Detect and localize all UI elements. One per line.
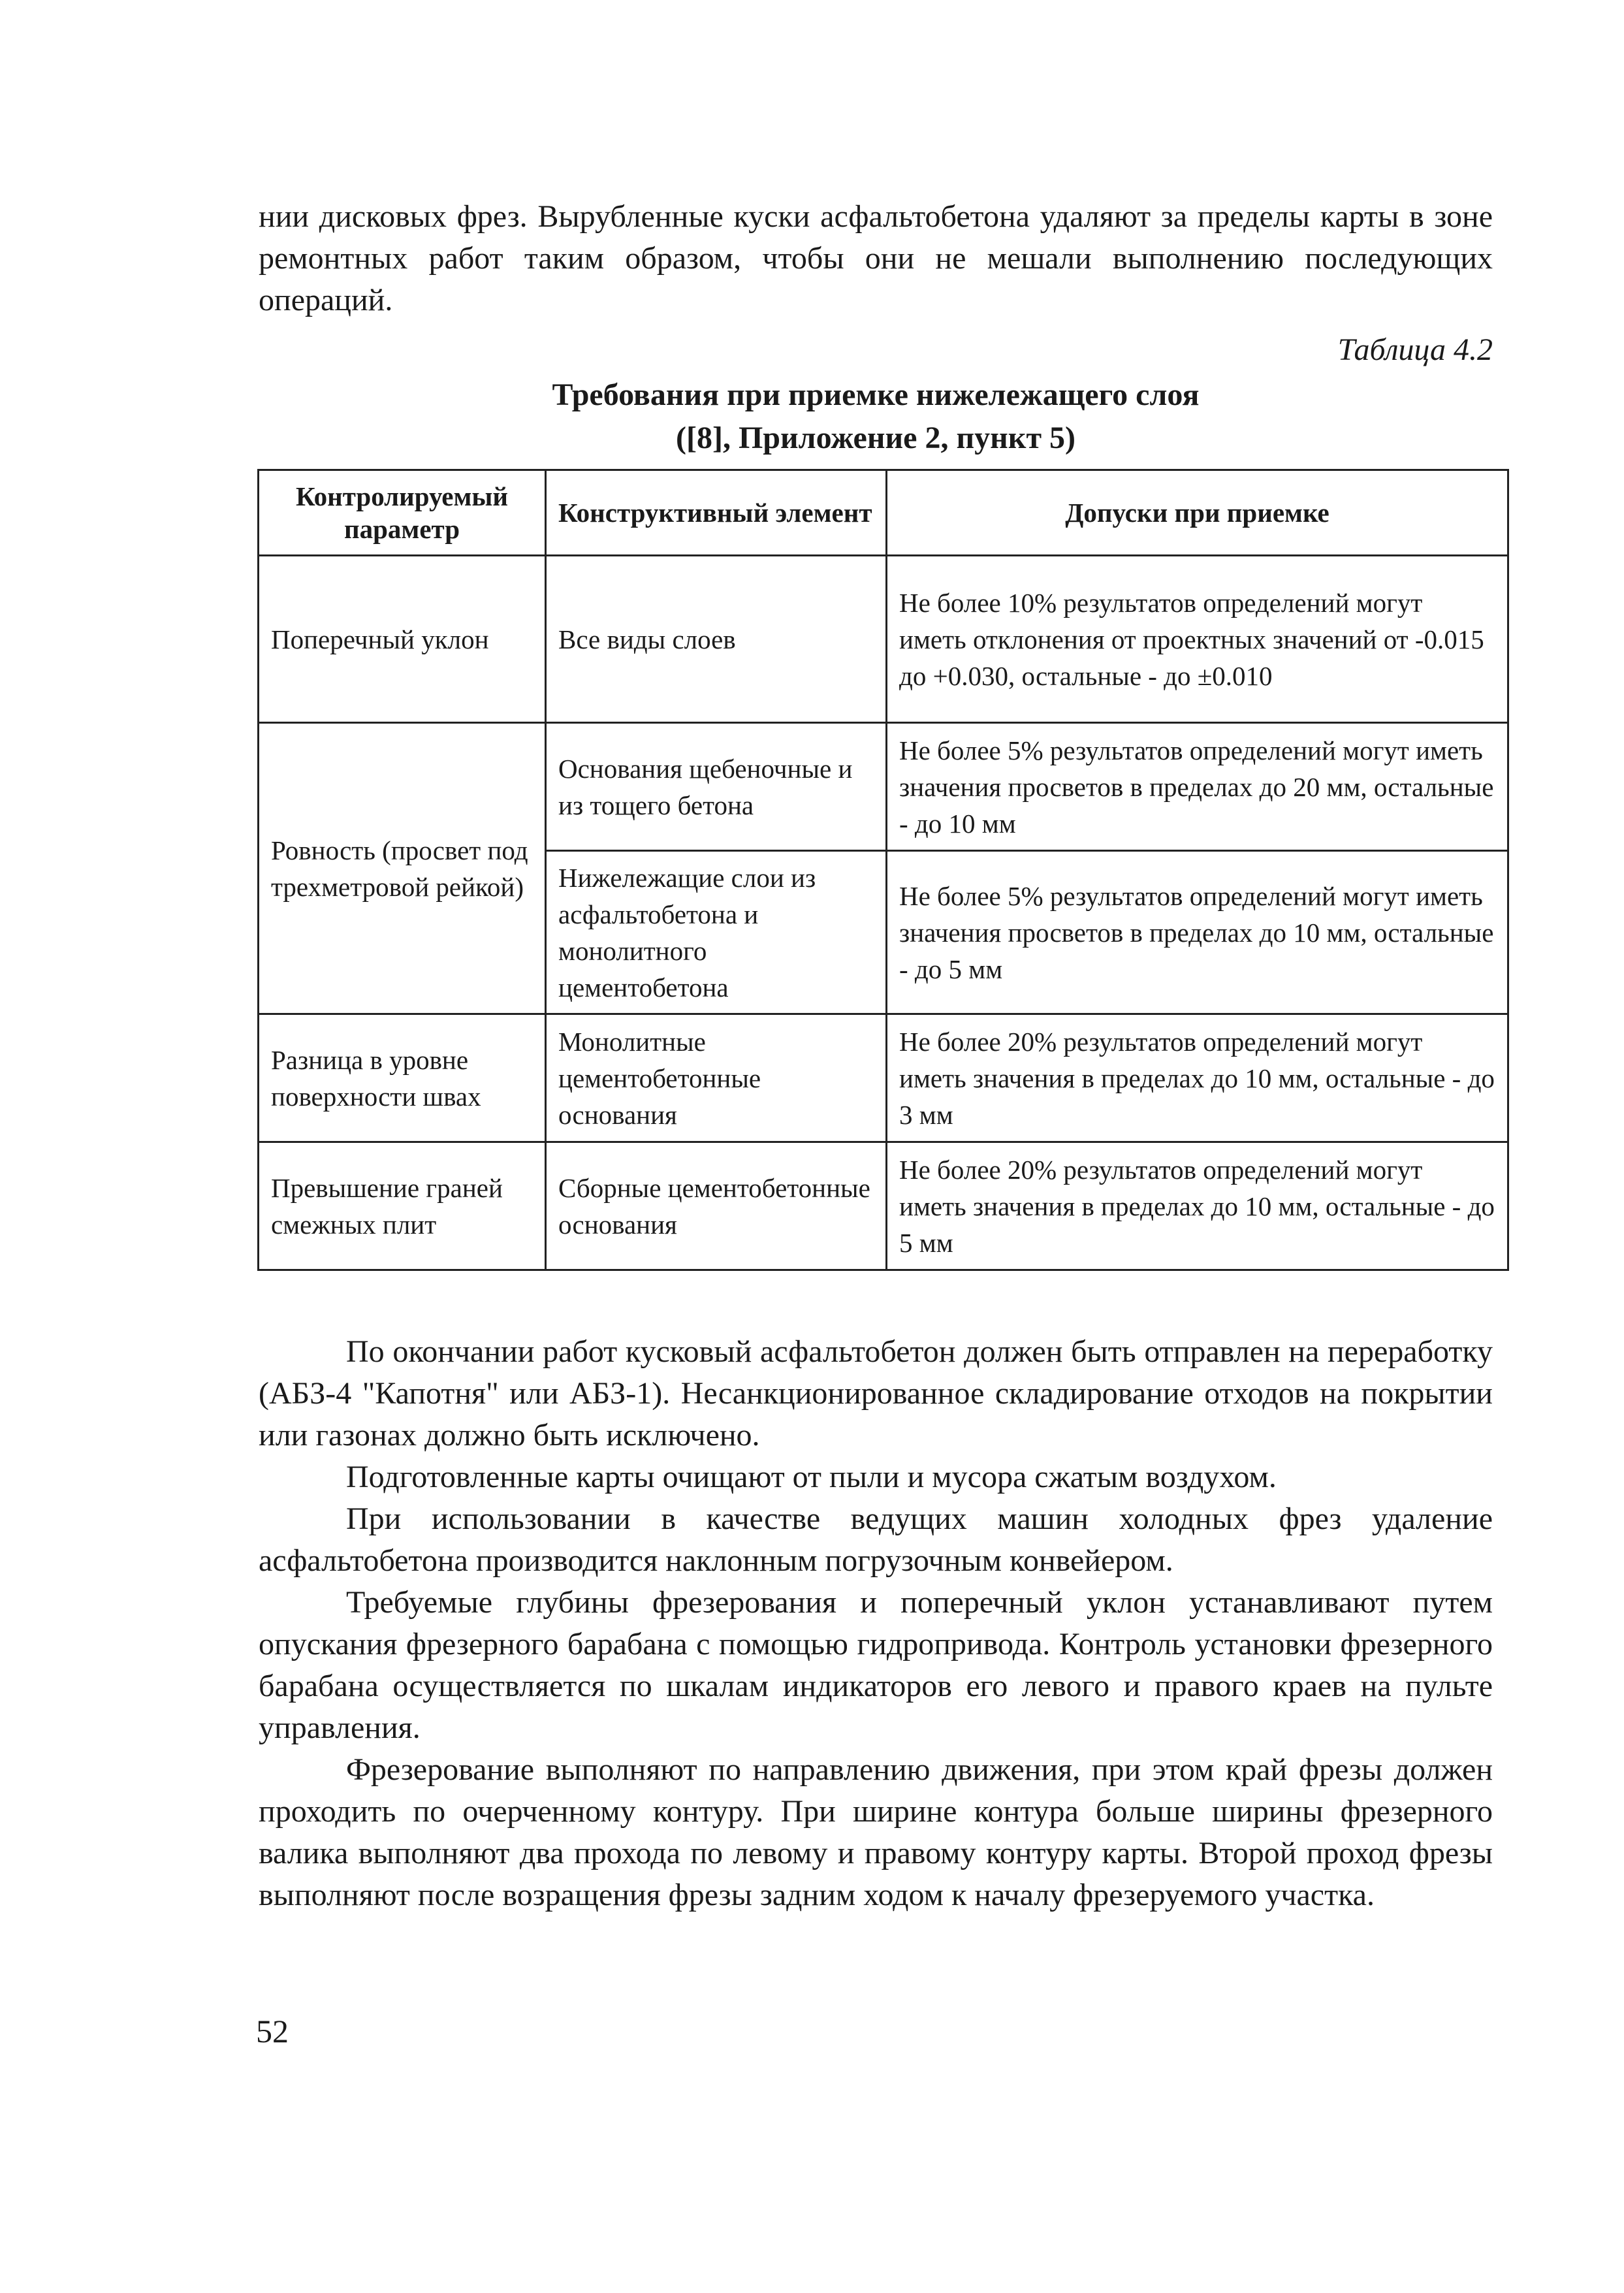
paragraph: По окончании работ кусковый асфальтобетон должен быть отправлен на переработку (АБЗ-4 "Капотня" или АБЗ-1). Несанкционированное складирование отходов на покрытии или газонах должно быть исключено. [259, 1334, 1493, 1452]
table-row [259, 1142, 1508, 1270]
cell-element: Монолитные цементобетонные основания [546, 1014, 887, 1142]
header-tolerance: Допуски при приемке [887, 470, 1508, 556]
table-header-row [259, 470, 1508, 556]
table-row [259, 556, 1508, 723]
paragraph: Подготовленные карты очищают от пыли и мусора сжатым воздухом. [346, 1460, 1277, 1494]
table-row [259, 1014, 1508, 1142]
cell-element: Нижележащие слои из асфальтобетона и монолитного цементобетона [546, 851, 887, 1014]
cell-tolerance: Не более 5% результатов определений могут иметь значения просветов в пределах до 10 мм, остальные - до 5 мм [887, 851, 1508, 1014]
header-parameter: Контролируемый параметр [259, 470, 546, 556]
cell-parameter: Превышение граней смежных плит [259, 1142, 546, 1270]
cell-parameter: Ровность (просвет под трехметровой рейкой) [259, 723, 546, 1014]
cell-tolerance: Не более 5% результатов определений могут иметь значения просветов в пределах до 20 мм, остальные - до 10 мм [887, 723, 1508, 851]
cell-element: Все виды слоев [546, 556, 887, 723]
table-row [259, 723, 1508, 851]
cell-parameter: Поперечный уклон [259, 556, 546, 723]
table-caption: Таблица 4.2 [1337, 332, 1493, 367]
cell-parameter: Разница в уровне поверхности швах [259, 1014, 546, 1142]
paragraph: Фрезерование выполняют по направлению движения, при этом край фрезы должен проходить по очерченному контуру. При ширине контура больше ширины фрезерного валика выполняют два прохода по левому и правому контуру карты. Второй проход фрезы выполняют после возращения фрезы задним ходом к началу фрезеруемого участка. [259, 1752, 1493, 1912]
table-title-line-2: ([8], Приложение 2, пункт 5) [676, 421, 1075, 455]
cell-tolerance: Не более 20% результатов определений могут иметь значения в пределах до 10 мм, остальные - до 5 мм [887, 1142, 1508, 1270]
cell-tolerance: Не более 20% результатов определений могут иметь значения в пределах до 10 мм, остальные - до 3 мм [887, 1014, 1508, 1142]
intro-paragraph: нии дисковых фрез. Вырубленные куски асфальтобетона удаляют за пределы карты в зоне ремонтных работ таким образом, чтобы они не мешали выполнению последующих операций. [259, 199, 1493, 317]
paragraph: При использовании в качестве ведущих машин холодных фрез удаление асфальтобетона производится наклонным погрузочным конвейером. [259, 1501, 1493, 1578]
body-text [259, 1331, 1493, 1916]
header-element: Конструктивный элемент [546, 470, 887, 556]
paragraph: Требуемые глубины фрезерования и поперечный уклон устанавливают путем опускания фрезерного барабана с помощью гидропривода. Контроль установки фрезерного барабана осуществляется по шкалам индикаторов его левого и правого краев на пульте управления. [259, 1585, 1493, 1745]
table-title [259, 374, 1493, 460]
cell-element: Сборные цементобетонные основания [546, 1142, 887, 1270]
requirements-table [257, 469, 1509, 1271]
cell-element: Основания щебеночные и из тощего бетона [546, 723, 887, 851]
page-content [259, 196, 1493, 1916]
cell-tolerance: Не более 10% результатов определений могут иметь отклонения от проектных значений от -0.015 до +0.030, остальные - до ±0.010 [887, 556, 1508, 723]
page-number: 52 [256, 2013, 289, 2049]
table-title-line-1: Требования при приемке нижележащего слоя [552, 377, 1200, 412]
